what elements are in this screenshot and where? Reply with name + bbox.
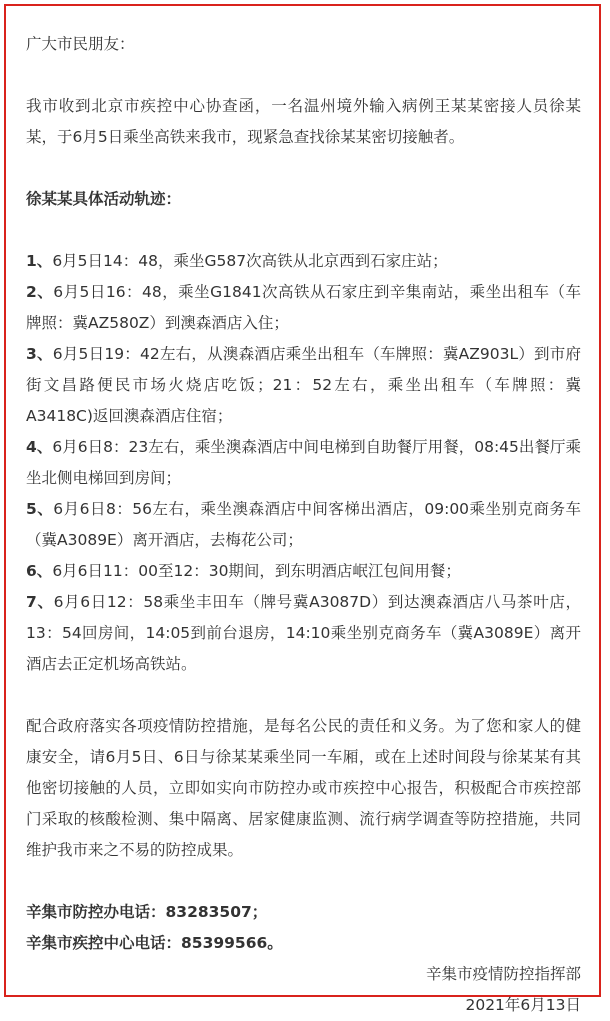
hotline-prevention-office: 辛集市防控办电话：83283507； (26, 903, 268, 921)
itinerary-item: 1、6月5日14：48，乘坐G587次高铁从北京西到石家庄站； (26, 252, 448, 270)
item-text: 6月5日16：48，乘坐G1841次高铁从石家庄到辛集南站，乘坐出租车（车牌照：冀AZ580Z）到澳森酒店入住； (26, 283, 581, 332)
itinerary-item: 3、6月5日19：42左右，从澳森酒店乘坐出租车（车牌照：冀AZ903L）到市府街文昌路便民市场火烧店吃饭；21：52左右，乘坐出租车（车牌照：冀A3418C)返回澳森酒店住宿； (26, 345, 581, 425)
item-text: 6月5日19：42左右，从澳森酒店乘坐出租车（车牌照：冀AZ903L）到市府街文昌路便民市场火烧店吃饭；21：52左右，乘坐出租车（车牌照：冀A3418C)返回澳森酒店住宿； (26, 345, 581, 425)
item-number: 7 (26, 593, 37, 611)
signature-date: 2021年6月13日 (465, 996, 581, 1014)
intro-paragraph: 我市收到北京市疾控中心协查函，一名温州境外输入病例王某某密接人员徐某某，于6月5日乘坐高铁来我市，现紧急查找徐某某密切接触者。 (26, 97, 581, 146)
itinerary-item: 7、6月6日12：58乘坐丰田车（牌号冀A3087D）到达澳森酒店八马茶叶店，13：54回房间，14:05到前台退房，14:10乘坐别克商务车（冀A3089E）离开酒店去正定机场高铁站。 (26, 593, 581, 673)
greeting: 广大市民朋友： (26, 35, 135, 53)
itinerary-item: 5、6月6日8：56左右，乘坐澳森酒店中间客梯出酒店，09:00乘坐别克商务车（冀A3089E）离开酒店，去梅花公司； (26, 500, 581, 549)
item-number: 3 (26, 345, 37, 363)
item-number: 2 (26, 283, 37, 301)
item-text: 6月6日12：58乘坐丰田车（牌号冀A3087D）到达澳森酒店八马茶叶店，13：54回房间，14:05到前台退房，14:10乘坐别克商务车（冀A3089E）离开酒店去正定机场高铁站。 (26, 593, 581, 673)
item-number: 6 (26, 562, 37, 580)
hotline-cdc: 辛集市疾控中心电话：85399566。 (26, 934, 283, 952)
itinerary-heading: 徐某某具体活动轨迹： (26, 190, 182, 208)
itinerary-item: 4、6月6日8：23左右，乘坐澳森酒店中间电梯到自助餐厅用餐，08:45出餐厅乘坐北侧电梯回到房间； (26, 438, 581, 487)
item-text: 6月5日14：48，乘坐G587次高铁从北京西到石家庄站； (52, 252, 448, 270)
item-number: 1 (26, 252, 37, 270)
closing-paragraph: 配合政府落实各项疫情防控措施，是每名公民的责任和义务。为了您和家人的健康安全，请6月5日、6日与徐某某乘坐同一车厢，或在上述时间段与徐某某有其他密切接触的人员，立即如实向市防控办或市疾控中心报告，积极配合市疾控部门采取的核酸检测、集中隔离、居家健康监测、流行病学调查等防控措施，共同维护我市来之不易的防控成果。 (26, 717, 581, 859)
itinerary-item: 6、6月6日11：00至12：30期间，到东明酒店岷江包间用餐； (26, 562, 461, 580)
item-number: 4 (26, 438, 37, 456)
item-text: 6月6日8：56左右，乘坐澳森酒店中间客梯出酒店，09:00乘坐别克商务车（冀A3089E）离开酒店，去梅花公司； (26, 500, 581, 549)
itinerary-list (26, 246, 581, 680)
notice-frame (4, 4, 601, 1014)
signature-org: 辛集市疫情防控指挥部 (425, 965, 581, 983)
item-text: 6月6日8：23左右，乘坐澳森酒店中间电梯到自助餐厅用餐，08:45出餐厅乘坐北侧电梯回到房间； (26, 438, 581, 487)
item-text: 6月6日11：00至12：30期间，到东明酒店岷江包间用餐； (52, 562, 461, 580)
itinerary-item: 2、6月5日16：48，乘坐G1841次高铁从石家庄到辛集南站，乘坐出租车（车牌照：冀AZ580Z）到澳森酒店入住； (26, 283, 581, 332)
item-number: 5 (26, 500, 37, 518)
